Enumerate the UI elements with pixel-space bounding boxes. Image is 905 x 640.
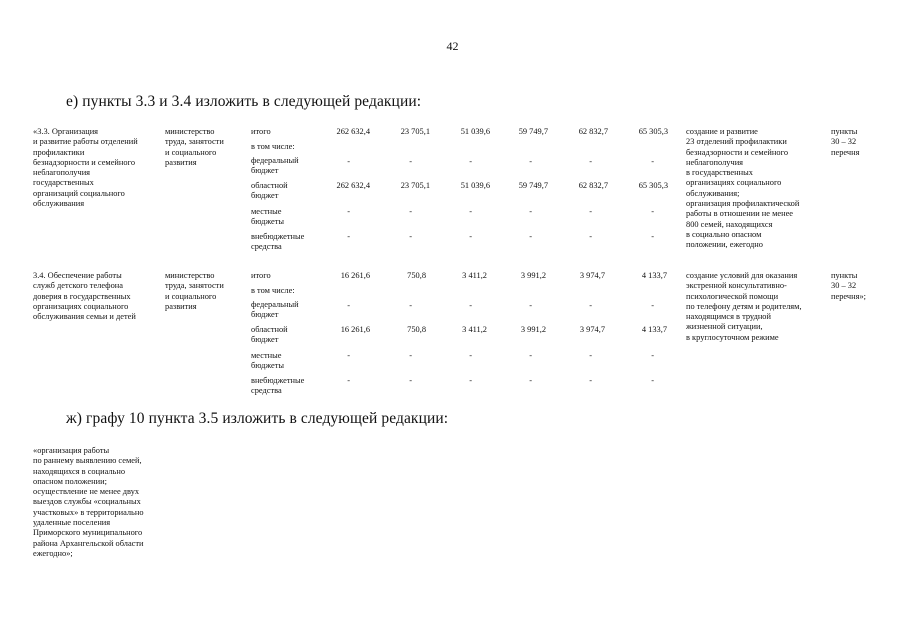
row-3-3-federal-c2: - (409, 157, 412, 166)
row-3-3-source-regional: областной бюджет (251, 181, 288, 201)
row-3-3-local-c2: - (409, 207, 412, 216)
row-3-3-extra-c6: - (651, 232, 654, 241)
row-3-3-total-c4: 59 749,7 (518, 127, 548, 136)
row-3-4-source-federal: федеральный бюджет (251, 300, 299, 320)
row-3-3-source-extra: внебюджетные средства (251, 232, 305, 252)
row-3-4-federal-c3: - (469, 301, 472, 310)
row-3-4-regional-c5: 3 974,7 (579, 325, 605, 334)
row-3-3-extra-c3: - (469, 232, 472, 241)
row-3-3-source-local: местные бюджеты (251, 207, 285, 227)
row-3-4-local-c2: - (409, 351, 412, 360)
row-3-3-federal-c6: - (651, 157, 654, 166)
row-3-4-extra-c3: - (469, 376, 472, 385)
row-3-3-local-c1: - (347, 207, 350, 216)
row-3-3-extra-c5: - (589, 232, 592, 241)
row-3-4-local-c6: - (651, 351, 654, 360)
row-3-4-total-c1: 16 261,6 (340, 271, 370, 280)
row-3-4-extra-c4: - (529, 376, 532, 385)
row-3-4-local-c4: - (529, 351, 532, 360)
row-3-3-regional-c2: 23 705,1 (400, 181, 430, 190)
row-3-4-source-local: местные бюджеты (251, 351, 285, 371)
row-3-3-regional-c1: 262 632,4 (336, 181, 370, 190)
row-3-4-total-c5: 3 974,7 (579, 271, 605, 280)
row-3-3-extra-c4: - (529, 232, 532, 241)
heading-section-e: е) пункты 3.3 и 3.4 изложить в следующей редакции: (66, 93, 422, 110)
row-3-3-total-c6: 65 305,3 (638, 127, 668, 136)
row-3-3-local-c5: - (589, 207, 592, 216)
row-3-3-source-including: в том числе: (251, 142, 295, 151)
row-3-4-extra-c5: - (589, 376, 592, 385)
row-3-3-local-c6: - (651, 207, 654, 216)
row-3-3-federal-c5: - (589, 157, 592, 166)
row-3-3-total-c2: 23 705,1 (400, 127, 430, 136)
row-3-3-local-c4: - (529, 207, 532, 216)
row-3-4-total-c2: 750,8 (407, 271, 426, 280)
heading-section-zh: ж) графу 10 пункта 3.5 изложить в следующей редакции: (66, 410, 449, 427)
row-3-4-reference: пункты 30 – 32 перечня»; (831, 271, 866, 301)
row-3-4-extra-c1: - (347, 376, 350, 385)
row-3-4-federal-c2: - (409, 301, 412, 310)
row-3-3-local-c3: - (469, 207, 472, 216)
row-3-3-total-c3: 51 039,6 (460, 127, 490, 136)
row-3-3-source-federal: федеральный бюджет (251, 156, 299, 176)
row-3-3-federal-c1: - (347, 157, 350, 166)
replacement-text-block: «организация работы по раннему выявлению семей, находящихся в социально опасном положении; осуществление не менее двух выездов службы «социальных участковых» в территориально удаленные поселения Приморского муниципального района Архангельской области ежегодно»; (33, 446, 144, 558)
row-3-3-regional-c6: 65 305,3 (638, 181, 668, 190)
row-3-3-executor: министерство труда, занятости и социального развития (165, 127, 224, 167)
row-3-4-extra-c2: - (409, 376, 412, 385)
row-3-4-total-c6: 4 133,7 (641, 271, 667, 280)
row-3-4-federal-c5: - (589, 301, 592, 310)
row-3-4-source-extra: внебюджетные средства (251, 376, 305, 396)
row-3-4-total-c3: 3 411,2 (462, 271, 487, 280)
row-3-3-federal-c4: - (529, 157, 532, 166)
row-3-3-total-c5: 62 832,7 (578, 127, 608, 136)
row-3-4-extra-c6: - (651, 376, 654, 385)
row-3-4-regional-c2: 750,8 (407, 325, 426, 334)
row-3-4-executor: министерство труда, занятости и социального развития (165, 271, 224, 311)
page-number: 42 (446, 39, 459, 53)
row-3-4-source-total: итого (251, 271, 271, 280)
row-3-4-regional-c1: 16 261,6 (340, 325, 370, 334)
row-3-3-regional-c3: 51 039,6 (460, 181, 490, 190)
row-3-4-federal-c1: - (347, 301, 350, 310)
row-3-4-regional-c6: 4 133,7 (641, 325, 667, 334)
row-3-4-regional-c3: 3 411,2 (462, 325, 487, 334)
row-3-3-source-total: итого (251, 127, 271, 136)
row-3-4-result: создание условий для оказания экстренной консультативно- психологической помощи по телефону детям и родителям, находящимся в трудной жизненной ситуации, в круглосуточном режиме (686, 271, 802, 342)
row-3-4-federal-c6: - (651, 301, 654, 310)
row-3-4-source-regional: областной бюджет (251, 325, 288, 345)
row-3-3-regional-c4: 59 749,7 (518, 181, 548, 190)
row-3-3-regional-c5: 62 832,7 (578, 181, 608, 190)
row-3-3-extra-c1: - (347, 232, 350, 241)
row-3-4-source-including: в том числе: (251, 286, 295, 295)
row-3-3-federal-c3: - (469, 157, 472, 166)
row-3-4-total-c4: 3 991,2 (520, 271, 546, 280)
row-3-4-regional-c4: 3 991,2 (520, 325, 546, 334)
row-3-3-total-c1: 262 632,4 (336, 127, 370, 136)
row-3-3-extra-c2: - (409, 232, 412, 241)
row-3-4-name: 3.4. Обеспечение работы служб детского телефона доверия в государственных организациях социального обслуживания семьи и детей (33, 271, 136, 322)
row-3-4-local-c3: - (469, 351, 472, 360)
row-3-4-local-c5: - (589, 351, 592, 360)
row-3-4-federal-c4: - (529, 301, 532, 310)
row-3-3-name: «3.3. Организация и развитие работы отделений профилактики безнадзорности и семейного неблагополучия государственных организаций социального обслуживания (33, 127, 138, 209)
row-3-3-reference: пункты 30 – 32 перечня (831, 127, 860, 157)
row-3-4-local-c1: - (347, 351, 350, 360)
row-3-3-result: создание и развитие 23 отделений профилактики безнадзорности и семейного неблагополучия в государственных организациях социального обслуживания; организация профилактической работы в отношении не менее 800 семей, находящихся в социально опасном положении, ежегодно (686, 127, 800, 250)
